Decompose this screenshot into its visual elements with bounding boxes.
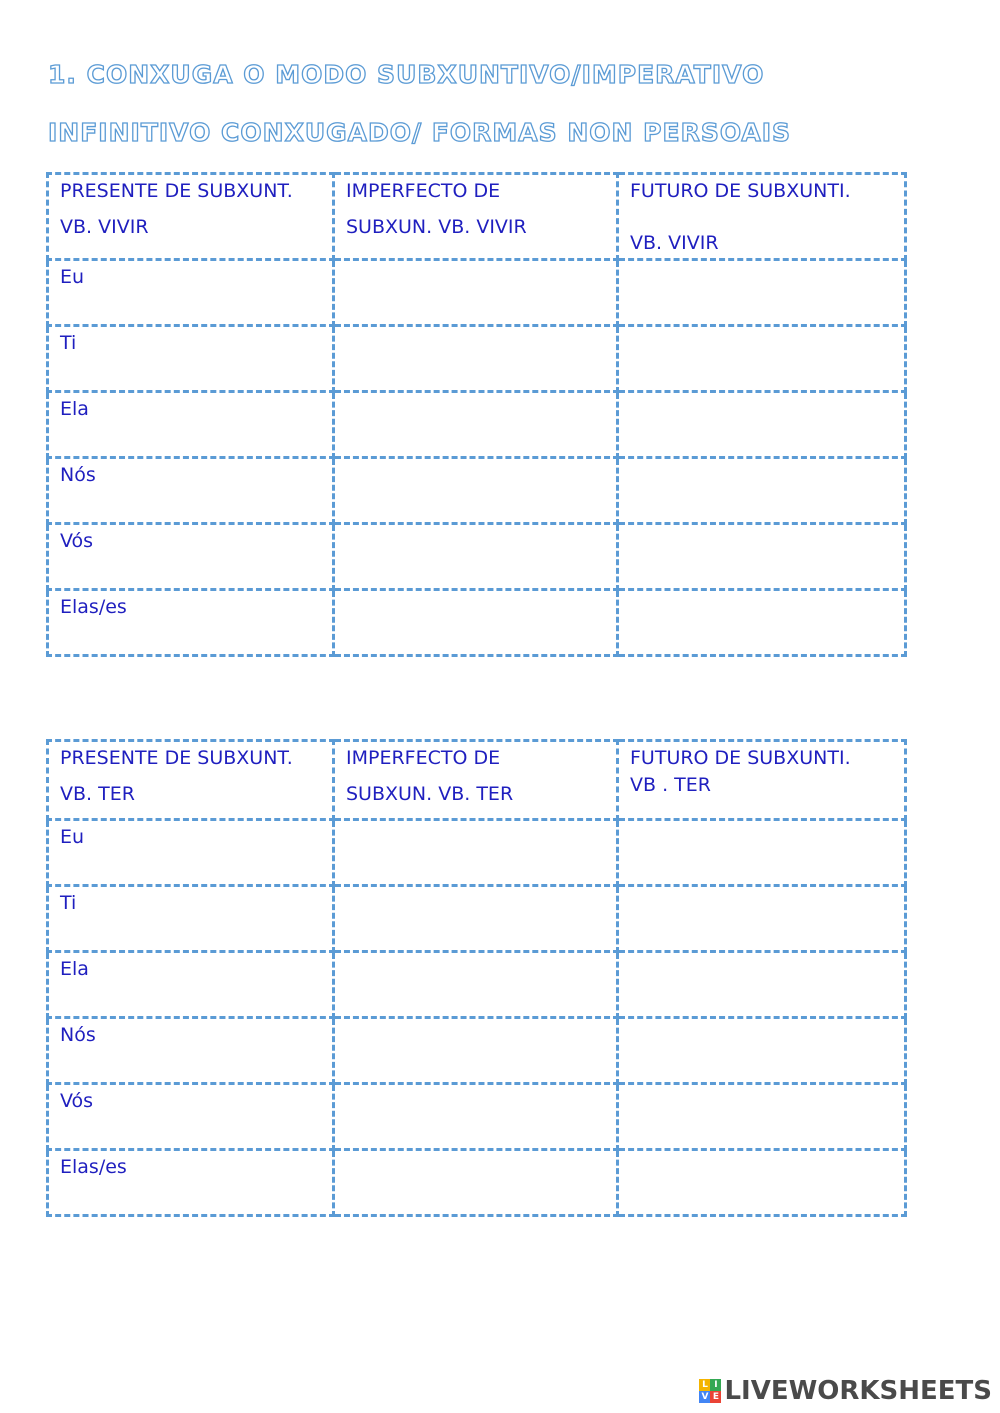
- answer-cell-futuro[interactable]: [618, 326, 906, 392]
- header-line: FUTURO DE SUBXUNTI.: [630, 180, 851, 202]
- header-presente-subxuntivo: [48, 741, 334, 820]
- answer-cell-imperfecto[interactable]: [334, 820, 618, 886]
- liveworksheets-logo: [699, 1376, 992, 1406]
- answer-cell-futuro[interactable]: [618, 886, 906, 952]
- logo-letter: L: [699, 1379, 710, 1391]
- table-header-row: [48, 741, 906, 820]
- pronoun-cell: Nós: [48, 458, 334, 524]
- worksheet-subtitle: INFINITIVO CONXUGADO/ FORMAS NON PERSOAIS: [48, 118, 792, 147]
- answer-cell-futuro[interactable]: [618, 1150, 906, 1216]
- table-row: [48, 524, 906, 590]
- logo-letter: I: [710, 1379, 721, 1391]
- answer-cell-futuro[interactable]: [618, 820, 906, 886]
- answer-cell-futuro[interactable]: [618, 458, 906, 524]
- table-row: [48, 1018, 906, 1084]
- header-line: FUTURO DE SUBXUNTI.: [630, 747, 851, 769]
- header-line: IMPERFECTO DE: [346, 747, 501, 769]
- table-header-row: [48, 174, 906, 260]
- header-line: PRESENTE DE SUBXUNT.: [60, 180, 293, 202]
- pronoun-cell: Eu: [48, 260, 334, 326]
- pronoun-cell: Ti: [48, 886, 334, 952]
- worksheet-title: 1. CONXUGA O MODO SUBXUNTIVO/IMPERATIVO: [48, 60, 765, 89]
- table-row: [48, 326, 906, 392]
- logo-letter: E: [710, 1391, 721, 1403]
- header-futuro-subxuntivo: [618, 741, 906, 820]
- answer-cell-imperfecto[interactable]: [334, 1084, 618, 1150]
- table-row: [48, 1084, 906, 1150]
- header-line: SUBXUN. VB. TER: [346, 783, 514, 805]
- header-line: VB. VIVIR: [630, 232, 719, 254]
- answer-cell-futuro[interactable]: [618, 524, 906, 590]
- table-row: [48, 260, 906, 326]
- answer-cell-imperfecto[interactable]: [334, 392, 618, 458]
- header-imperfecto-subxuntivo: [334, 741, 618, 820]
- table-row: [48, 392, 906, 458]
- answer-cell-imperfecto[interactable]: [334, 326, 618, 392]
- conjugation-table-vivir: [46, 172, 907, 657]
- header-futuro-subxuntivo: [618, 174, 906, 260]
- answer-cell-imperfecto[interactable]: [334, 458, 618, 524]
- pronoun-cell: Nós: [48, 1018, 334, 1084]
- answer-cell-imperfecto[interactable]: [334, 590, 618, 656]
- table-row: [48, 1150, 906, 1216]
- answer-cell-imperfecto[interactable]: [334, 524, 618, 590]
- answer-cell-futuro[interactable]: [618, 1018, 906, 1084]
- header-line: PRESENTE DE SUBXUNT.: [60, 747, 293, 769]
- answer-cell-futuro[interactable]: [618, 952, 906, 1018]
- header-presente-subxuntivo: [48, 174, 334, 260]
- header-imperfecto-subxuntivo: [334, 174, 618, 260]
- header-line: VB. TER: [60, 783, 135, 805]
- answer-cell-futuro[interactable]: [618, 590, 906, 656]
- pronoun-cell: Elas/es: [48, 590, 334, 656]
- header-line: IMPERFECTO DE: [346, 180, 501, 202]
- table-row: [48, 590, 906, 656]
- table-row: [48, 458, 906, 524]
- header-line: SUBXUN. VB. VIVIR: [346, 216, 527, 238]
- table-row: [48, 886, 906, 952]
- answer-cell-imperfecto[interactable]: [334, 1018, 618, 1084]
- conjugation-table-ter: [46, 739, 907, 1217]
- pronoun-cell: Elas/es: [48, 1150, 334, 1216]
- answer-cell-futuro[interactable]: [618, 392, 906, 458]
- pronoun-cell: Eu: [48, 820, 334, 886]
- answer-cell-imperfecto[interactable]: [334, 1150, 618, 1216]
- header-line: VB . TER: [630, 774, 711, 796]
- table-row: [48, 952, 906, 1018]
- answer-cell-imperfecto[interactable]: [334, 260, 618, 326]
- pronoun-cell: Ela: [48, 392, 334, 458]
- logo-letter: V: [699, 1391, 710, 1403]
- pronoun-cell: Vós: [48, 1084, 334, 1150]
- pronoun-cell: Ti: [48, 326, 334, 392]
- answer-cell-futuro[interactable]: [618, 1084, 906, 1150]
- answer-cell-futuro[interactable]: [618, 260, 906, 326]
- answer-cell-imperfecto[interactable]: [334, 952, 618, 1018]
- header-line: VB. VIVIR: [60, 216, 149, 238]
- pronoun-cell: Ela: [48, 952, 334, 1018]
- pronoun-cell: Vós: [48, 524, 334, 590]
- liveworksheets-logo-icon: [699, 1379, 721, 1403]
- table-row: [48, 820, 906, 886]
- answer-cell-imperfecto[interactable]: [334, 886, 618, 952]
- logo-text: LIVEWORKSHEETS: [724, 1376, 992, 1406]
